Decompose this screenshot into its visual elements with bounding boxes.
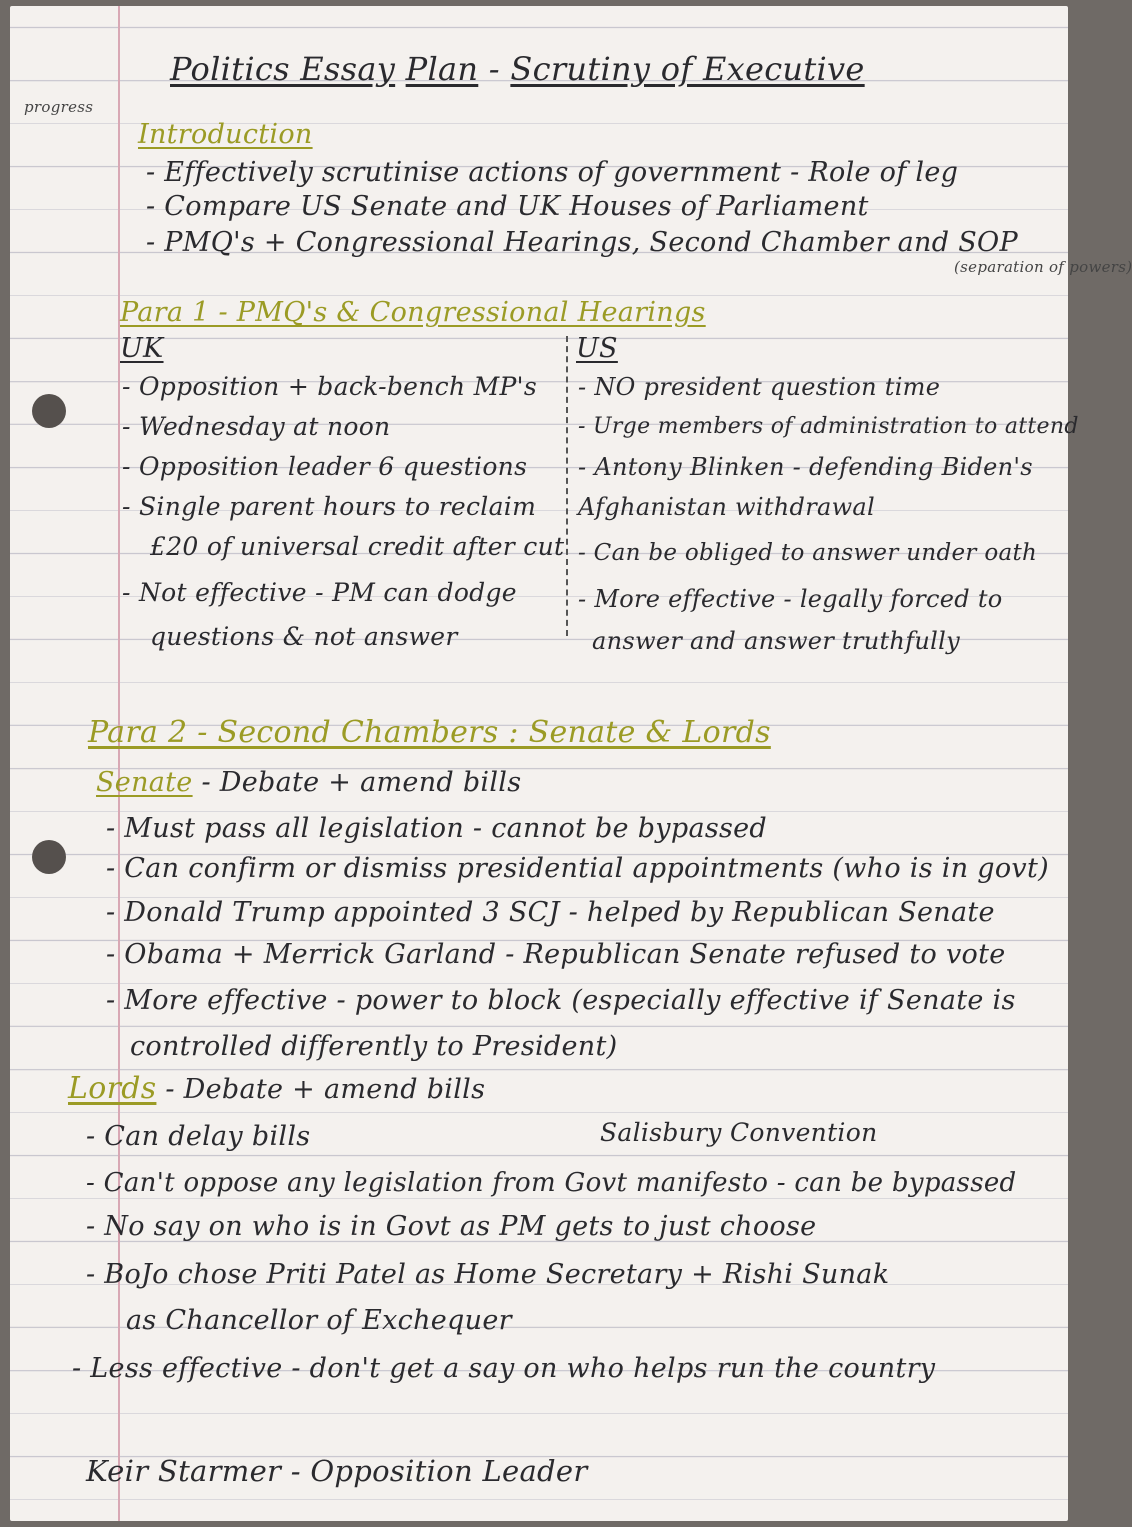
page-title: Politics Essay Plan - Scrutiny of Executive (170, 50, 865, 88)
senate-point-5: - More effective - power to block (especially effective if Senate is (106, 985, 1016, 1016)
para1-heading: Para 1 - PMQ's & Congressional Hearings (120, 297, 706, 328)
senate-point-4: - Obama + Merrick Garland - Republican Senate refused to vote (106, 939, 1006, 970)
uk-point-3: - Opposition leader 6 questions (122, 452, 528, 481)
uk-point-2: - Wednesday at noon (122, 412, 391, 441)
lords-point-6: - Less effective - don't get a say on who helps run the country (72, 1353, 936, 1384)
uk-point-7: questions & not answer (150, 622, 458, 651)
senate-point-6: controlled differently to President) (130, 1031, 618, 1062)
intro-bullet-2: - Compare US Senate and UK Houses of Parliament (146, 191, 869, 222)
lords-point-4: - BoJo chose Priti Patel as Home Secretary + Rishi Sunak (86, 1259, 890, 1290)
senate-point-2: - Can confirm or dismiss presidential appointments (who is in govt) (106, 853, 1049, 884)
senate-point-3: - Donald Trump appointed 3 SCJ - helped by Republican Senate (106, 897, 995, 928)
uk-point-1: - Opposition + back-bench MP's (122, 372, 537, 401)
us-point-6: - More effective - legally forced to (578, 585, 1003, 613)
intro-bullet-3: - PMQ's + Congressional Hearings, Second Chamber and SOP (146, 227, 1018, 258)
uk-point-4: - Single parent hours to reclaim (122, 492, 537, 521)
lords-point-2: - Can't oppose any legislation from Govt manifesto - can be bypassed (86, 1168, 1017, 1198)
senate-point-1: - Must pass all legislation - cannot be bypassed (106, 813, 768, 844)
lords-point-5: as Chancellor of Exchequer (126, 1305, 512, 1336)
margin-line (118, 6, 120, 1521)
us-column-heading: US (576, 333, 618, 364)
punch-hole-bottom (32, 840, 66, 874)
column-divider (566, 336, 570, 636)
uk-point-6: - Not effective - PM can dodge (122, 578, 517, 607)
us-point-7: answer and answer truthfully (592, 627, 960, 655)
salisbury-note: Salisbury Convention (600, 1118, 878, 1147)
notebook-page (10, 6, 1132, 1521)
uk-point-5: £20 of universal credit after cut (150, 532, 565, 561)
punch-hole-top (32, 394, 66, 428)
uk-column-heading: UK (120, 333, 164, 364)
us-point-4: Afghanistan withdrawal (578, 493, 876, 521)
lords-point-1: - Can delay bills (86, 1121, 311, 1152)
us-point-1: - NO president question time (578, 373, 941, 401)
intro-bullet-1: - Effectively scrutinise actions of government - Role of leg (146, 157, 959, 188)
margin-note: progress (24, 98, 94, 116)
lords-heading: Lords - Debate + amend bills (68, 1071, 486, 1106)
para2-heading: Para 2 - Second Chambers : Senate & Lords (88, 715, 771, 750)
footer-note: Keir Starmer - Opposition Leader (86, 1454, 588, 1488)
us-point-5: - Can be obliged to answer under oath (578, 540, 1038, 566)
sop-note: (separation of powers) (954, 258, 1132, 276)
lords-point-3: - No say on who is in Govt as PM gets to just choose (86, 1211, 817, 1242)
senate-heading: Senate - Debate + amend bills (96, 767, 522, 798)
introduction-heading: Introduction (138, 119, 313, 150)
us-point-2: - Urge members of administration to attend (578, 414, 1079, 439)
us-point-3: - Antony Blinken - defending Biden's (578, 453, 1033, 481)
